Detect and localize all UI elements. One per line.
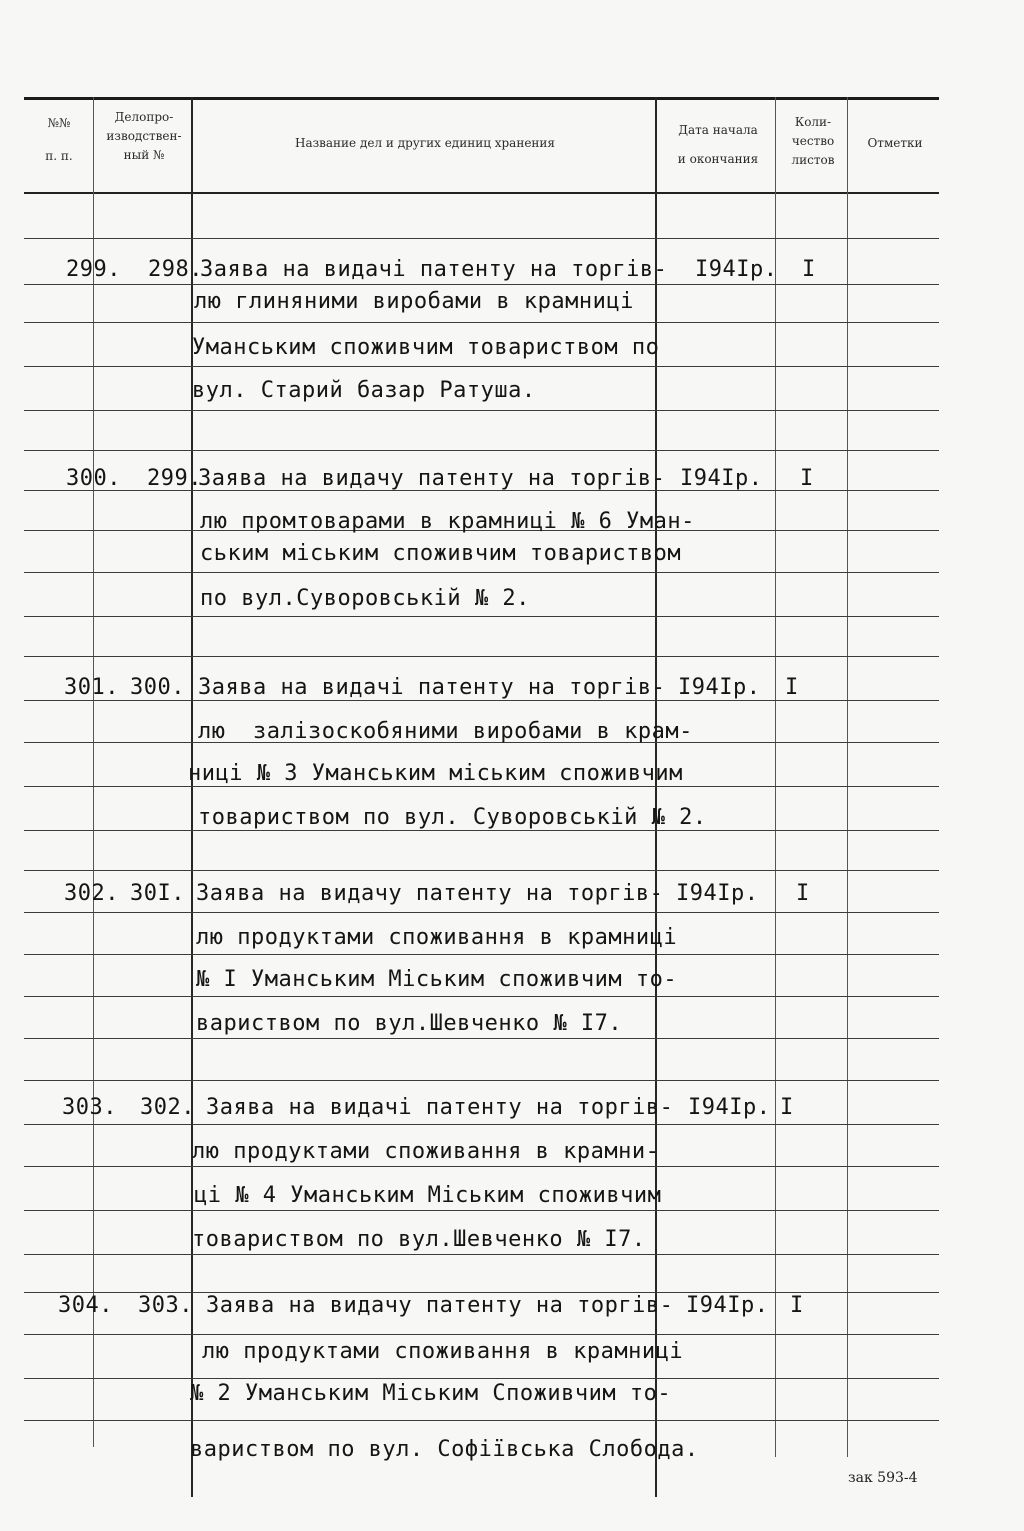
entry-title-line: ці № 4 Уманським Міським споживчим	[194, 1183, 662, 1208]
entry-number: 301.	[64, 675, 119, 700]
entry-date: I94Iр.	[688, 1095, 771, 1120]
print-order-footer: зак 593-4	[848, 1470, 918, 1486]
ruled-line	[24, 1080, 939, 1081]
ruled-line	[24, 284, 939, 285]
header-num-line: №№	[47, 116, 71, 130]
header-office-line: изводствен-	[106, 129, 182, 143]
entry-title-line: ським міським споживчим товариством	[200, 541, 682, 566]
entry-title-line: Заява на видачу патенту на торгів-	[196, 881, 664, 906]
column-divider	[655, 97, 657, 1497]
header-notes: Отметки	[867, 136, 923, 150]
entry-title-line: вариством по вул. Софіївська Слобода.	[190, 1437, 699, 1462]
entry-title-line: Заява на видачі патенту на торгів-	[198, 675, 666, 700]
ruled-line	[24, 322, 939, 323]
header-office-line: ный №	[123, 148, 165, 162]
entry-sheet-count: I	[780, 1095, 794, 1120]
ruled-line	[24, 366, 939, 367]
entry-title-line: Заява на видачі патенту на торгів-	[200, 257, 668, 282]
ruled-line	[24, 1420, 939, 1421]
ruled-line	[24, 870, 939, 871]
ruled-line	[24, 410, 939, 411]
entry-number: 304.	[58, 1293, 113, 1318]
entry-title-line: Заява на видачу патенту на торгів-	[198, 466, 666, 491]
entry-number: 303.	[62, 1095, 117, 1120]
entry-title-line: вул. Старий базар Ратуша.	[192, 378, 536, 403]
entry-date: I94Iр.	[686, 1293, 769, 1318]
entry-date: I94Iр.	[676, 881, 759, 906]
ruled-line	[24, 238, 939, 239]
entry-title-line: лю залізоскобяними виробами в крам-	[198, 719, 693, 744]
entry-office-number: 300.	[130, 675, 185, 700]
entry-title-line: лю продуктами споживання в крамниці	[196, 925, 678, 950]
entry-title-line: № I Уманським Міським споживчим то-	[196, 967, 678, 992]
entry-title-line: Заява на видачі патенту на торгів-	[206, 1095, 674, 1120]
header-num	[26, 114, 92, 166]
header-bottom-rule	[24, 192, 939, 194]
ruled-line	[24, 996, 939, 997]
header-dates	[660, 121, 776, 169]
ruled-line	[24, 1254, 939, 1255]
entry-number: 299.	[66, 257, 121, 282]
entry-office-number: 303.	[138, 1293, 193, 1318]
ruled-line	[24, 1210, 939, 1211]
ruled-line	[24, 616, 939, 617]
entry-title-line: лю глиняними виробами в крамниці	[194, 289, 634, 314]
entry-title-line: Уманським споживчим товариством по	[192, 335, 660, 360]
ruled-line	[24, 912, 939, 913]
entry-sheet-count: I	[800, 466, 814, 491]
column-divider	[775, 97, 776, 1457]
entry-sheet-count: I	[790, 1293, 804, 1318]
ruled-line	[24, 1378, 939, 1379]
entry-office-number: 299.	[147, 466, 202, 491]
ruled-line	[24, 656, 939, 657]
column-divider	[93, 97, 94, 1447]
header-office-number	[96, 108, 192, 165]
header-count-line: чество	[791, 134, 835, 148]
entry-title-line: лю промтоварами в крамниці № 6 Уман-	[200, 509, 695, 534]
entry-date: I94Iр.	[678, 675, 761, 700]
entry-office-number: 30I.	[130, 881, 185, 906]
column-divider	[191, 97, 193, 1497]
ruled-line	[24, 1334, 939, 1335]
entry-title-line: ниці № 3 Уманським міським споживчим	[188, 761, 683, 786]
entry-number: 300.	[66, 466, 121, 491]
entry-sheet-count: I	[785, 675, 799, 700]
ruled-line	[24, 954, 939, 955]
entry-sheet-count: I	[802, 257, 816, 282]
entry-title-line: вариством по вул.Шевченко № I7.	[196, 1011, 623, 1036]
entry-title-line: Заява на видачу патенту на торгів-	[206, 1293, 674, 1318]
header-date-line: и окончания	[677, 152, 759, 166]
header-count-line: листов	[791, 153, 835, 167]
header-count-line: Коли-	[794, 115, 832, 129]
header-num-line: п. п.	[45, 149, 73, 163]
entry-title-line: лю продуктами споживання в крамни-	[192, 1139, 660, 1164]
entry-title-line: по вул.Суворовській № 2.	[200, 586, 530, 611]
entry-date: I94Iр.	[680, 466, 763, 491]
entry-office-number: 302.	[140, 1095, 195, 1120]
ruled-line	[24, 1166, 939, 1167]
entry-office-number: 298.	[148, 257, 203, 282]
header-title: Название дел и других единиц хранения	[294, 136, 555, 150]
ruled-line	[24, 450, 939, 451]
ruled-line	[24, 572, 939, 573]
entry-sheet-count: I	[796, 881, 810, 906]
ruled-line	[24, 1038, 939, 1039]
entry-date: I94Iр.	[695, 257, 778, 282]
header-sheet-count	[778, 113, 848, 170]
ruled-line	[24, 1124, 939, 1125]
header-date-line: Дата начала	[678, 123, 758, 137]
entry-title-line: товариством по вул. Суворовській № 2.	[198, 805, 707, 830]
header-top-rule	[24, 97, 939, 100]
entry-title-line: лю продуктами споживання в крамниці	[202, 1339, 684, 1364]
entry-title-line: № 2 Уманським Міським Споживчим то-	[190, 1381, 672, 1406]
column-divider	[847, 97, 848, 1457]
entry-title-line: товариством по вул.Шевченко № I7.	[192, 1227, 646, 1252]
entry-number: 302.	[64, 881, 119, 906]
header-office-line: Делопро-	[114, 110, 174, 124]
